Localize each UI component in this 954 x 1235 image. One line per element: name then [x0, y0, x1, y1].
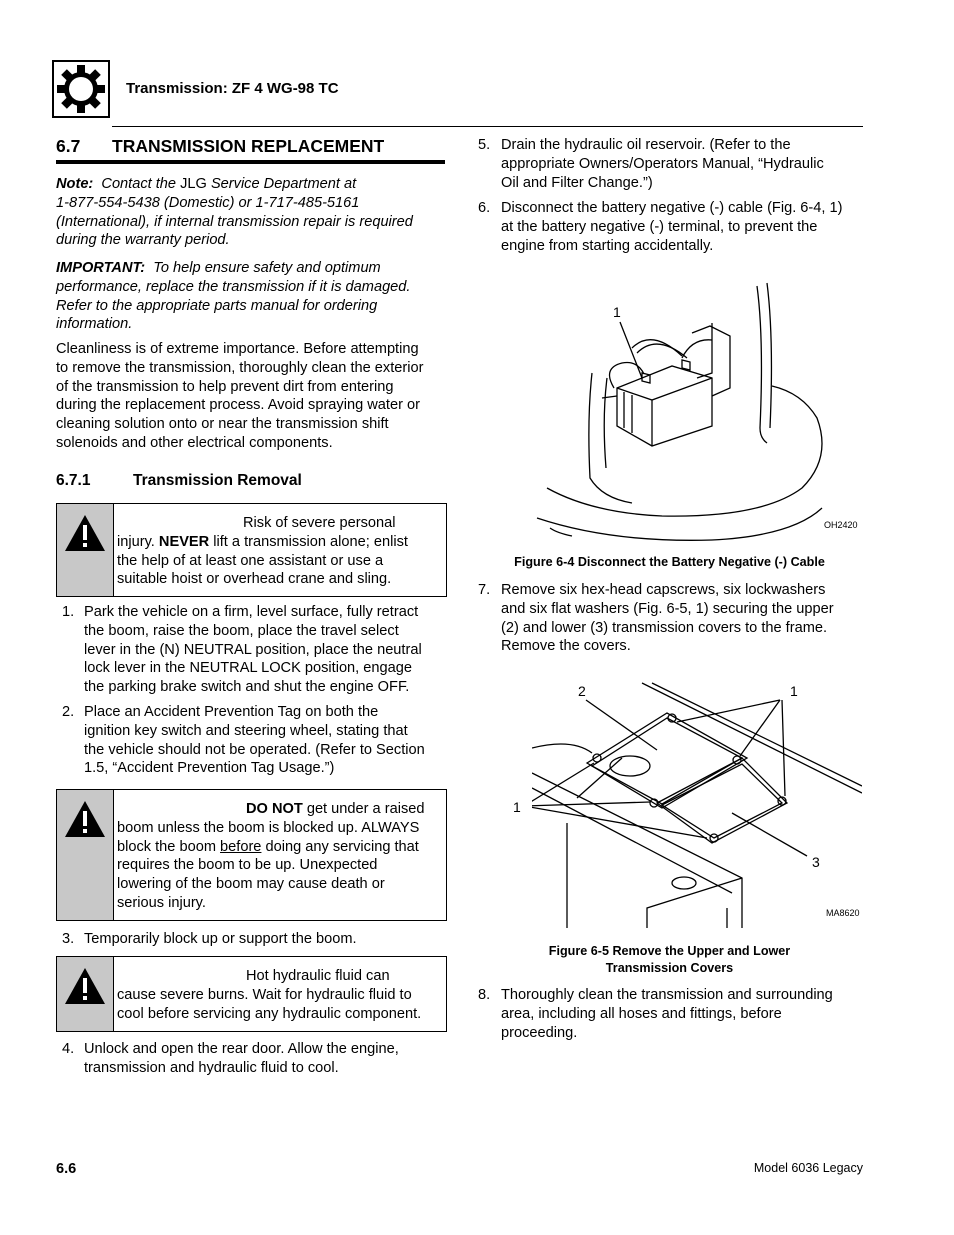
step-1-text: Park the vehicle on a firm, level surface, fully retract the boom, raise the boom, place the travel select lever in the (N) NEUTRAL position, place the neutral lock lever in the NEUTRAL LOCK position, engage the parking brake switch and shut the engine OFF. — [84, 604, 422, 696]
step-4-text: Unlock and open the rear door. Allow the engine, transmission and hydraulic fluid to cool. — [84, 1041, 399, 1076]
subsection-title: Transmission Removal — [133, 472, 302, 489]
step-7-number: 7. — [478, 582, 491, 598]
figure-6-5-callout-1-top: 1 — [790, 683, 798, 699]
footer-page-number: 6.6 — [56, 1161, 77, 1177]
step-6-text: Disconnect the battery negative (-) cable (Fig. 6-4, 1) at the battery negative (-) terminal, to prevent the engine from starting accidentally. — [501, 200, 843, 254]
step-8-text: Thoroughly clean the transmission and surrounding area, including all hoses and fittings, before proceeding. — [501, 987, 833, 1041]
header-rule — [112, 126, 863, 127]
warning-triangle-icon — [64, 514, 106, 552]
step-5-text: Drain the hydraulic oil reservoir. (Refer to the appropriate Owners/Operators Manual, “Hydraulic Oil and Filter Change.”) — [501, 137, 824, 191]
warning-box-3: Hot hydraulic fluid can cause severe burns. Wait for hydraulic fluid to cool before servicing any hydraulic component. — [56, 956, 447, 1032]
footer-model: Model 6036 Legacy — [753, 1161, 863, 1175]
figure-6-4-caption: Figure 6-4 Disconnect the Battery Negative (-) Cable — [514, 555, 825, 569]
step-3-number: 3. — [62, 931, 75, 947]
step-8-number: 8. — [478, 987, 491, 1003]
step-3-text: Temporarily block up or support the boom. — [84, 931, 357, 947]
step-2-number: 2. — [62, 704, 75, 720]
header-title: Transmission: ZF 4 WG-98 TC — [126, 80, 339, 97]
step-1-number: 1. — [62, 604, 75, 620]
warning-box-1: Risk of severe personal injury. NEVER lift a transmission alone; enlist the help of at least one assistant or use a suitable hoist or overhead crane and sling. — [56, 503, 447, 597]
step-4-number: 4. — [62, 1041, 75, 1057]
step-2-text: Place an Accident Prevention Tag on both the ignition key switch and steering wheel, stating that the vehicle should not be operated. (Refer to Section 1.5, “Accident Prevention Tag Usage.”) — [84, 704, 425, 777]
figure-6-5-caption: Figure 6-5 Remove the Upper and Lower Transmission Covers — [548, 944, 791, 975]
figure-6-5-callout-3: 3 — [812, 854, 820, 870]
section-title: TRANSMISSION REPLACEMENT — [112, 136, 385, 156]
note-block: Note: Contact the JLG Service Department at 1-877-554-5438 (Domestic) or 1-717-485-5161 (International), if internal transmission repair is required during the warranty period. — [56, 176, 413, 249]
figure-6-4-code: OH2420 — [824, 520, 858, 530]
important-label: IMPORTANT: — [56, 260, 146, 276]
warning-triangle-icon — [64, 800, 106, 838]
figure-6-4-battery-illustration — [532, 278, 862, 548]
subsection-number: 6.7.1 — [56, 472, 91, 489]
section-number: 6.7 — [56, 136, 81, 156]
note-label: Note: — [56, 176, 94, 192]
warning-triangle-icon — [64, 967, 106, 1005]
gear-icon — [54, 62, 108, 116]
step-5-number: 5. — [478, 137, 491, 153]
brand-name: JLG — [180, 176, 207, 192]
important-block: IMPORTANT: To help ensure safety and optimum performance, replace the transmission if it is damaged. Refer to the appropriate parts manual for ordering information. — [56, 260, 411, 333]
warning-box-2: DO NOT get under a raised boom unless the boom is blocked up. ALWAYS block the boom before doing any servicing that requires the boom to be up. Unexpected lowering of the boom may cause death or serious injury. — [56, 789, 447, 921]
section-rule — [56, 160, 445, 164]
cleanliness-paragraph: Cleanliness is of extreme importance. Before attempting to remove the transmission, thoroughly clean the exterior of the transmission to help prevent dirt from entering during the replacement process. Avoid spraying water or cleaning solution onto or near the transmission shift solenoids and other electrical components. — [56, 341, 424, 451]
step-6-number: 6. — [478, 200, 491, 216]
figure-6-5-code: MA8620 — [826, 908, 860, 918]
figure-6-5-callout-2: 2 — [578, 683, 586, 699]
figure-6-4-callout-1: 1 — [613, 304, 621, 320]
figure-6-5-callout-1-left: 1 — [513, 799, 521, 815]
step-7-text: Remove six hex-head capscrews, six lockwashers and six flat washers (Fig. 6-5, 1) securing the upper (2) and lower (3) transmission covers to the frame. Remove the covers. — [501, 582, 834, 655]
header-gear-logo — [52, 60, 110, 118]
figure-6-5-covers-illustration — [532, 678, 862, 928]
